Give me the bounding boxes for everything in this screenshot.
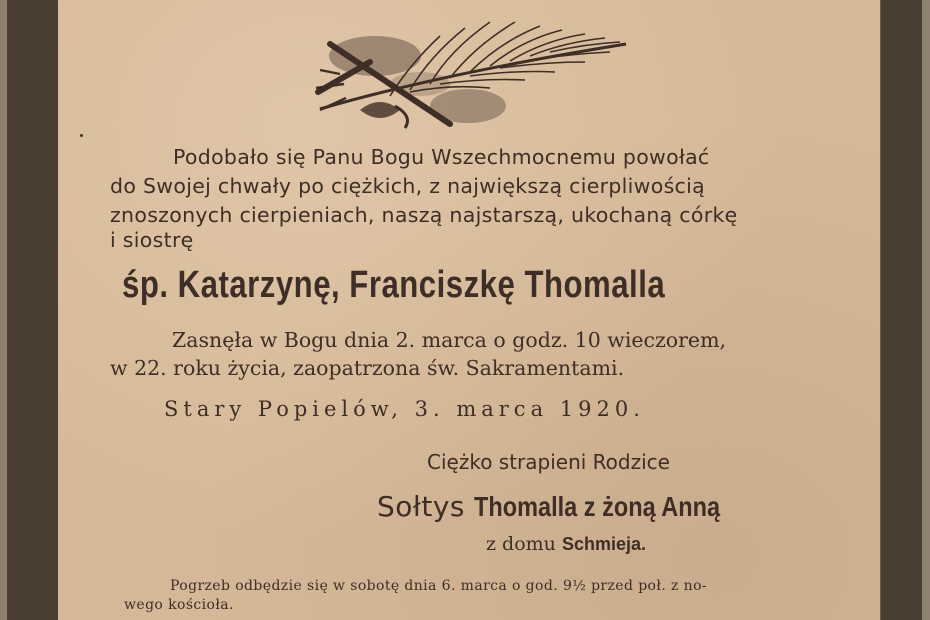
maiden-name: Schmieja.: [561, 534, 646, 554]
cross-palm-branch-icon: [300, 14, 630, 130]
ink-speck: [80, 134, 83, 137]
intro-line-1: Podobało się Panu Bogu Wszechmocnemu powołać: [173, 145, 710, 169]
mourners-label: Ciężko strapieni Rodzice: [427, 450, 670, 474]
parents-prefix: Sołtys: [377, 490, 465, 523]
death-line-2: w 22. roku życia, zaopatrzona św. Sakramentami.: [110, 356, 625, 380]
mourning-border-right: [878, 0, 930, 620]
funeral-line-2: wego kościoła.: [124, 597, 234, 613]
parents-names: Thomalla z żoną Anną: [473, 491, 721, 522]
death-line-1: Zasnęła w Bogu dnia 2. marca o godz. 10 wieczorem,: [172, 328, 727, 352]
intro-line-2: do Swojej chwały po ciężkich, z największą cierpliwością: [110, 174, 705, 198]
place-date: Stary Popielów, 3. marca 1920.: [164, 397, 645, 421]
intro-line-3: znoszonych cierpieniach, naszą najstarszą, ukochaną córkę: [110, 203, 738, 227]
intro-line-4: i siostrę: [110, 228, 194, 252]
parents-line: [377, 490, 767, 523]
maiden-line: [486, 533, 646, 555]
funeral-line-1: Pogrzeb odbędzie się w sobotę dnia 6. marca o god. 9½ przed poł. z no-: [170, 578, 708, 594]
deceased-name: śp. Katarzynę, Franciszkę Thomalla: [122, 264, 666, 306]
mourning-border-left: [0, 0, 60, 620]
maiden-prefix: z domu: [486, 533, 556, 555]
